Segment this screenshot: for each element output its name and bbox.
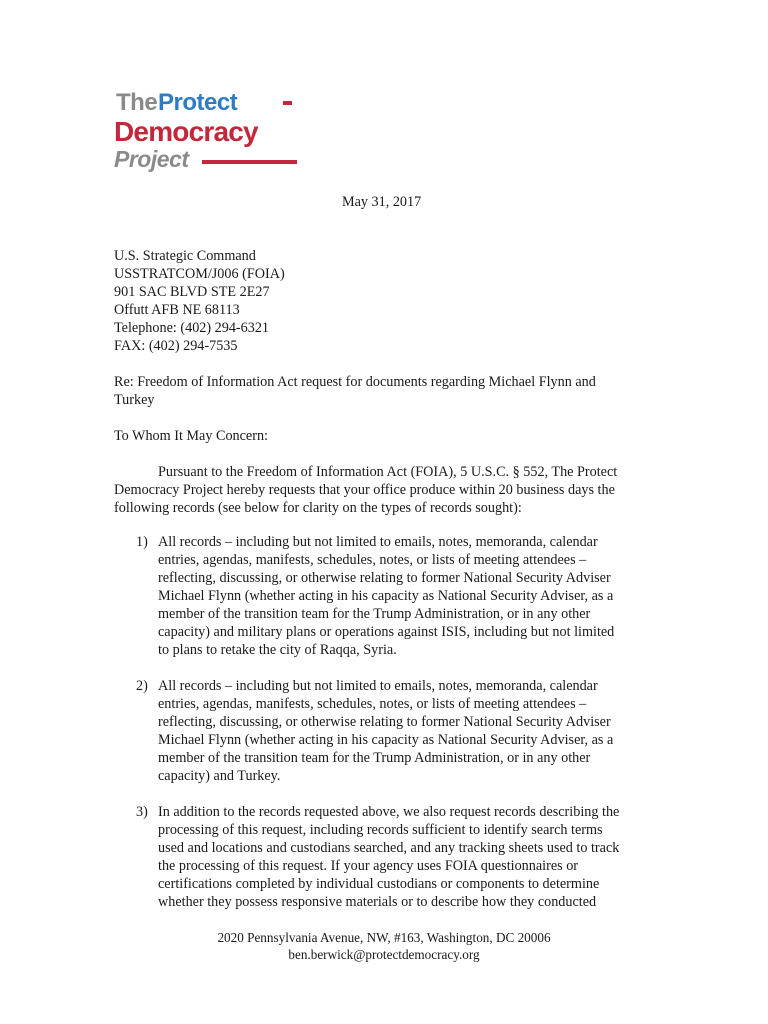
request-item-line: the processing of this request. If your agency uses FOIA questionnaires or [158,858,579,874]
recipient-address [114,247,285,355]
logo-accent-bar-bottom [202,160,297,164]
request-item-line: to plans to retake the city of Raqqa, Syria. [158,642,397,658]
salutation: To Whom It May Concern: [114,428,268,444]
logo-project: Project [114,146,189,172]
request-item-line: Michael Flynn (whether acting in his capacity as National Security Adviser, as a [158,732,614,748]
request-item-line: reflecting, discussing, or otherwise relating to former National Security Adviser [158,570,611,586]
paragraph-line: following records (see below for clarity on the types of records sought): [114,500,522,516]
request-item-line: Michael Flynn (whether acting in his capacity as National Security Adviser, as a [158,588,614,604]
request-item-line: certifications completed by individual custodians or components to determine [158,876,600,892]
request-item-line: member of the transition team for the Trump Administration, or in any other [158,750,591,766]
request-item-body [158,677,613,785]
logo-the: The [116,89,158,116]
protect-democracy-logo [114,88,304,176]
request-item-line: All records – including but not limited to emails, notes, memoranda, calendar [158,534,598,550]
logo-democracy: Democracy [114,116,258,147]
request-item-body [158,533,614,659]
request-item-line: reflecting, discussing, or otherwise relating to former National Security Adviser [158,714,611,730]
subject-line-text: Turkey [114,392,155,408]
address-line: Telephone: (402) 294-6321 [114,320,270,336]
footer-email: ben.berwick@protectdemocracy.org [288,947,480,962]
request-item-line: In addition to the records requested above, we also request records describing the [158,804,620,820]
request-item-line: used and locations and custodians searched, and any tracking sheets used to track [158,840,620,856]
request-item-line: All records – including but not limited to emails, notes, memoranda, calendar [158,678,598,694]
page-footer [0,929,768,963]
request-item-line: entries, agendas, manifests, schedules, notes, or lists of meeting attendees – [158,552,587,568]
request-item-number: 1) [136,534,148,550]
address-line: 901 SAC BLVD STE 2E27 [114,284,270,300]
logo-accent-bar-top [283,101,292,105]
footer-address: 2020 Pennsylvania Avenue, NW, #163, Washington, DC 20006 [217,930,551,945]
request-item-number: 3) [136,804,148,820]
address-line: U.S. Strategic Command [114,248,256,264]
address-line: FAX: (402) 294-7535 [114,338,238,354]
letter-date: May 31, 2017 [342,194,422,210]
logo-protect: Protect [158,89,238,116]
intro-paragraph [114,463,617,517]
paragraph-line: Democracy Project hereby requests that your office produce within 20 business days the [114,482,615,498]
request-item-line: capacity) and military plans or operations against ISIS, including but not limited [158,624,615,640]
request-item-number: 2) [136,678,148,694]
request-item-body [158,803,619,911]
request-item-line: member of the transition team for the Trump Administration, or in any other [158,606,591,622]
subject-line-text: Re: Freedom of Information Act request for documents regarding Michael Flynn and [114,374,596,390]
request-item-line: processing of this request, including records sufficient to identify search terms [158,822,603,838]
request-item-line: entries, agendas, manifests, schedules, notes, or lists of meeting attendees – [158,696,587,712]
request-item-line: capacity) and Turkey. [158,768,281,784]
subject-line [114,373,596,409]
paragraph-line: Pursuant to the Freedom of Information Act (FOIA), 5 U.S.C. § 552, The Protect [158,464,618,480]
request-item-line: whether they possess responsive materials or to describe how they conducted [158,894,597,910]
address-line: Offutt AFB NE 68113 [114,302,240,318]
address-line: USSTRATCOM/J006 (FOIA) [114,266,285,282]
